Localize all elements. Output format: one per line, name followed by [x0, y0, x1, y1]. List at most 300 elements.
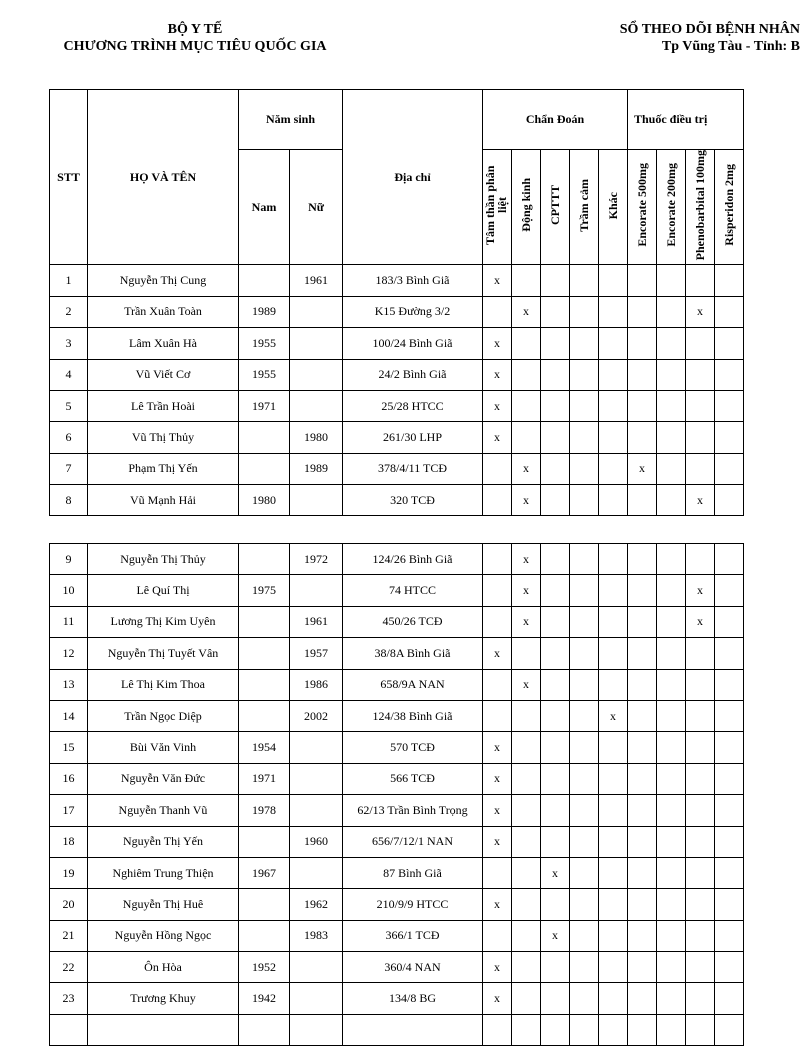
mark-cell: [599, 952, 628, 983]
mark-cell: [686, 1014, 715, 1045]
birth-year-male: [239, 638, 290, 669]
birth-year-male: 1942: [239, 983, 290, 1014]
mark-cell: [512, 732, 541, 763]
birth-year-male: [239, 453, 290, 484]
mark-cell: [541, 983, 570, 1014]
patient-address: 87 Bình Giã: [343, 857, 483, 888]
program-title: CHƯƠNG TRÌNH MỤC TIÊU QUỐC GIA: [63, 39, 327, 54]
mark-cell: [512, 265, 541, 296]
mark-cell: [541, 763, 570, 794]
mark-cell: [512, 920, 541, 951]
mark-cell: [657, 265, 686, 296]
mark-cell: [686, 390, 715, 421]
mark-cell: [570, 422, 599, 453]
mark-cell: [657, 544, 686, 575]
birth-year-male: [239, 669, 290, 700]
mark-cell: x: [483, 795, 512, 826]
col-header-birth-year: Năm sinh: [239, 90, 343, 150]
mark-cell: [657, 638, 686, 669]
mark-cell: [570, 390, 599, 421]
patient-address: 25/28 HTCC: [343, 390, 483, 421]
mark-cell: [715, 453, 744, 484]
mark-cell: [715, 889, 744, 920]
birth-year-female: 2002: [290, 700, 343, 731]
mark-cell: [570, 763, 599, 794]
mark-cell: [628, 857, 657, 888]
table-row: [50, 453, 744, 484]
mark-cell: [483, 485, 512, 516]
mark-cell: [541, 390, 570, 421]
mark-cell: [686, 889, 715, 920]
mark-cell: [657, 606, 686, 637]
birth-year-male: [239, 700, 290, 731]
col-header-dx-cpttt: CPTTT: [541, 150, 570, 265]
mark-cell: [715, 575, 744, 606]
birth-year-female: 1960: [290, 826, 343, 857]
mark-cell: [483, 857, 512, 888]
table-row: [50, 575, 744, 606]
mark-cell: [570, 795, 599, 826]
mark-cell: [599, 889, 628, 920]
birth-year-male: 1978: [239, 795, 290, 826]
mark-cell: [715, 422, 744, 453]
birth-year-female: [290, 485, 343, 516]
birth-year-female: [290, 575, 343, 606]
mark-cell: [483, 544, 512, 575]
mark-cell: [657, 889, 686, 920]
row-stt: 2: [50, 296, 88, 327]
mark-cell: [715, 826, 744, 857]
patient-address: 570 TCĐ: [343, 732, 483, 763]
birth-year-female: 1980: [290, 422, 343, 453]
mark-cell: [599, 826, 628, 857]
birth-year-female: [290, 359, 343, 390]
row-stt: [50, 1014, 88, 1045]
mark-cell: [686, 952, 715, 983]
mark-cell: [570, 265, 599, 296]
table-row: [50, 983, 744, 1014]
mark-cell: [715, 485, 744, 516]
birth-year-male: [239, 1014, 290, 1045]
mark-cell: [599, 606, 628, 637]
mark-cell: [715, 732, 744, 763]
birth-year-male: [239, 606, 290, 637]
mark-cell: [512, 328, 541, 359]
mark-cell: [570, 920, 599, 951]
mark-cell: x: [483, 889, 512, 920]
mark-cell: [715, 359, 744, 390]
mark-cell: [541, 795, 570, 826]
birth-year-male: 1975: [239, 575, 290, 606]
mark-cell: [686, 359, 715, 390]
table-row: [50, 857, 744, 888]
birth-year-female: [290, 1014, 343, 1045]
col-header-stt: STT: [50, 90, 88, 265]
row-stt: 7: [50, 453, 88, 484]
mark-cell: [686, 638, 715, 669]
row-stt: 17: [50, 795, 88, 826]
mark-cell: [541, 700, 570, 731]
table-row: [50, 1014, 744, 1045]
mark-cell: [657, 390, 686, 421]
table-row: [50, 920, 744, 951]
mark-cell: [541, 544, 570, 575]
patient-address: 24/2 Bình Giã: [343, 359, 483, 390]
patient-address: 74 HTCC: [343, 575, 483, 606]
patient-address: 261/30 LHP: [343, 422, 483, 453]
mark-cell: x: [483, 328, 512, 359]
patient-name: Nguyễn Thị Thủy: [88, 544, 239, 575]
table-row: [50, 606, 744, 637]
mark-cell: x: [512, 485, 541, 516]
mark-cell: [686, 795, 715, 826]
patient-address: 124/26 Bình Giã: [343, 544, 483, 575]
mark-cell: [512, 983, 541, 1014]
mark-cell: [599, 983, 628, 1014]
mark-cell: [686, 328, 715, 359]
patient-address: 450/26 TCĐ: [343, 606, 483, 637]
table-row: [50, 296, 744, 327]
mark-cell: [628, 390, 657, 421]
mark-cell: [512, 422, 541, 453]
mark-cell: [715, 1014, 744, 1045]
patient-address: 210/9/9 HTCC: [343, 889, 483, 920]
birth-year-male: [239, 544, 290, 575]
birth-year-female: [290, 952, 343, 983]
mark-cell: x: [599, 700, 628, 731]
mark-cell: [628, 952, 657, 983]
table-row: [50, 485, 744, 516]
col-header-dx-schizophrenia: Tâm thần phân liệt: [483, 150, 512, 265]
row-stt: 23: [50, 983, 88, 1014]
mark-cell: [686, 265, 715, 296]
patient-address: 658/9A NAN: [343, 669, 483, 700]
mark-cell: [628, 422, 657, 453]
birth-year-female: [290, 857, 343, 888]
row-stt: 12: [50, 638, 88, 669]
mark-cell: [628, 296, 657, 327]
mark-cell: [628, 265, 657, 296]
mark-cell: [686, 983, 715, 1014]
mark-cell: [599, 795, 628, 826]
patient-table-part2: [49, 543, 744, 1046]
mark-cell: [599, 544, 628, 575]
birth-year-female: [290, 328, 343, 359]
table-row: [50, 826, 744, 857]
birth-year-male: 1971: [239, 763, 290, 794]
mark-cell: [570, 826, 599, 857]
mark-cell: [599, 265, 628, 296]
birth-year-female: 1961: [290, 265, 343, 296]
birth-year-male: 1989: [239, 296, 290, 327]
mark-cell: [512, 889, 541, 920]
patient-name: Nguyễn Hồng Ngọc: [88, 920, 239, 951]
mark-cell: [686, 700, 715, 731]
patient-rows-part1: [50, 265, 744, 516]
table-row: [50, 422, 744, 453]
birth-year-female: 1961: [290, 606, 343, 637]
mark-cell: [541, 265, 570, 296]
mark-cell: [715, 763, 744, 794]
birth-year-male: 1955: [239, 359, 290, 390]
mark-cell: [657, 1014, 686, 1045]
mark-cell: [657, 453, 686, 484]
patient-name: Nguyễn Thị Cung: [88, 265, 239, 296]
patient-rows-part2: [50, 544, 744, 1046]
mark-cell: [628, 328, 657, 359]
mark-cell: [512, 1014, 541, 1045]
mark-cell: [657, 359, 686, 390]
patient-address: 62/13 Trần Bình Trọng: [343, 795, 483, 826]
patient-name: Nguyễn Thị Huê: [88, 889, 239, 920]
patient-address: 124/38 Bình Giã: [343, 700, 483, 731]
mark-cell: [541, 422, 570, 453]
patient-name: Bùi Văn Vinh: [88, 732, 239, 763]
mark-cell: x: [483, 732, 512, 763]
register-title: SỔ THEO DÕI BỆNH NHÂN: [619, 22, 800, 37]
birth-year-female: 1986: [290, 669, 343, 700]
mark-cell: [570, 1014, 599, 1045]
mark-cell: [512, 795, 541, 826]
birth-year-male: [239, 265, 290, 296]
mark-cell: [657, 763, 686, 794]
mark-cell: [657, 328, 686, 359]
mark-cell: [512, 857, 541, 888]
mark-cell: x: [512, 544, 541, 575]
col-header-name: HỌ VÀ TÊN: [88, 90, 239, 265]
mark-cell: [599, 638, 628, 669]
mark-cell: [599, 575, 628, 606]
row-stt: 8: [50, 485, 88, 516]
mark-cell: x: [512, 606, 541, 637]
mark-cell: x: [686, 485, 715, 516]
row-stt: 9: [50, 544, 88, 575]
mark-cell: x: [483, 952, 512, 983]
patient-name: Vũ Mạnh Hải: [88, 485, 239, 516]
mark-cell: [715, 983, 744, 1014]
row-stt: 3: [50, 328, 88, 359]
row-stt: 13: [50, 669, 88, 700]
mark-cell: [512, 952, 541, 983]
birth-year-female: [290, 296, 343, 327]
table-row: [50, 952, 744, 983]
row-stt: 15: [50, 732, 88, 763]
mark-cell: [599, 359, 628, 390]
mark-cell: [541, 952, 570, 983]
row-stt: 16: [50, 763, 88, 794]
table-row: [50, 265, 744, 296]
patient-address: 100/24 Bình Giã: [343, 328, 483, 359]
mark-cell: [541, 826, 570, 857]
mark-cell: [657, 920, 686, 951]
mark-cell: [483, 920, 512, 951]
col-header-dx-depression: Trầm cảm: [570, 150, 599, 265]
patient-name: Nguyễn Thị Yến: [88, 826, 239, 857]
row-stt: 11: [50, 606, 88, 637]
mark-cell: x: [483, 763, 512, 794]
mark-cell: x: [686, 575, 715, 606]
mark-cell: [541, 1014, 570, 1045]
col-header-dx-epilepsy: Động kinh: [512, 150, 541, 265]
mark-cell: [541, 485, 570, 516]
mark-cell: [570, 485, 599, 516]
mark-cell: x: [483, 638, 512, 669]
mark-cell: [628, 889, 657, 920]
mark-cell: [570, 575, 599, 606]
mark-cell: [570, 606, 599, 637]
birth-year-female: 1983: [290, 920, 343, 951]
patient-name: Trần Xuân Toàn: [88, 296, 239, 327]
mark-cell: [657, 669, 686, 700]
birth-year-female: [290, 763, 343, 794]
mark-cell: [628, 795, 657, 826]
mark-cell: [483, 669, 512, 700]
mark-cell: [686, 453, 715, 484]
mark-cell: [599, 920, 628, 951]
patient-address: 134/8 BG: [343, 983, 483, 1014]
patient-name: Nghiêm Trung Thiện: [88, 857, 239, 888]
mark-cell: x: [541, 920, 570, 951]
mark-cell: [686, 669, 715, 700]
row-stt: 5: [50, 390, 88, 421]
mark-cell: [657, 700, 686, 731]
mark-cell: [599, 669, 628, 700]
document-header-right: [540, 21, 800, 55]
mark-cell: x: [686, 606, 715, 637]
mark-cell: [657, 296, 686, 327]
patient-name: Lê Quí Thị: [88, 575, 239, 606]
mark-cell: [570, 638, 599, 669]
mark-cell: [686, 422, 715, 453]
mark-cell: [512, 359, 541, 390]
table-row: [50, 763, 744, 794]
patient-address: 38/8A Bình Giã: [343, 638, 483, 669]
location-title: Tp Vũng Tàu - Tỉnh: B: [661, 39, 800, 54]
mark-cell: [599, 857, 628, 888]
mark-cell: [657, 732, 686, 763]
birth-year-male: [239, 889, 290, 920]
table-row: [50, 669, 744, 700]
mark-cell: [570, 700, 599, 731]
table-row: [50, 544, 744, 575]
mark-cell: [715, 296, 744, 327]
table-row: [50, 795, 744, 826]
col-header-drugs: Thuốc điều trị: [628, 90, 744, 150]
patient-address: 183/3 Bình Giã: [343, 265, 483, 296]
mark-cell: [628, 826, 657, 857]
mark-cell: [599, 1014, 628, 1045]
mark-cell: [715, 544, 744, 575]
col-header-drug-encorate-500: Encorate 500mg: [628, 150, 657, 265]
mark-cell: [628, 575, 657, 606]
mark-cell: [715, 328, 744, 359]
mark-cell: [686, 544, 715, 575]
mark-cell: [570, 359, 599, 390]
birth-year-male: 1980: [239, 485, 290, 516]
patient-name: Nguyễn Thanh Vũ: [88, 795, 239, 826]
patient-address: 366/1 TCĐ: [343, 920, 483, 951]
birth-year-male: [239, 422, 290, 453]
mark-cell: [628, 485, 657, 516]
mark-cell: x: [512, 575, 541, 606]
mark-cell: [570, 889, 599, 920]
mark-cell: [657, 983, 686, 1014]
mark-cell: [686, 763, 715, 794]
patient-name: Phạm Thị Yến: [88, 453, 239, 484]
mark-cell: x: [512, 669, 541, 700]
mark-cell: [657, 795, 686, 826]
mark-cell: [686, 826, 715, 857]
patient-name: Ôn Hòa: [88, 952, 239, 983]
mark-cell: [541, 638, 570, 669]
patient-name: Trương Khuy: [88, 983, 239, 1014]
mark-cell: [512, 638, 541, 669]
mark-cell: [599, 485, 628, 516]
mark-cell: [541, 296, 570, 327]
mark-cell: [570, 857, 599, 888]
mark-cell: [541, 606, 570, 637]
patient-name: Lê Trần Hoài: [88, 390, 239, 421]
mark-cell: [628, 669, 657, 700]
col-header-diagnosis: Chẩn Đoán: [483, 90, 628, 150]
birth-year-female: [290, 732, 343, 763]
mark-cell: [715, 700, 744, 731]
patient-name: Trần Ngọc Diệp: [88, 700, 239, 731]
ministry-title: BỘ Y TẾ: [167, 22, 223, 37]
mark-cell: x: [686, 296, 715, 327]
mark-cell: [628, 1014, 657, 1045]
mark-cell: x: [483, 265, 512, 296]
mark-cell: [686, 920, 715, 951]
mark-cell: [541, 359, 570, 390]
patient-name: Lâm Xuân Hà: [88, 328, 239, 359]
patient-address: [343, 1014, 483, 1045]
birth-year-male: [239, 920, 290, 951]
mark-cell: [599, 328, 628, 359]
mark-cell: [483, 606, 512, 637]
mark-cell: [570, 732, 599, 763]
mark-cell: [483, 296, 512, 327]
mark-cell: [599, 453, 628, 484]
mark-cell: [686, 732, 715, 763]
mark-cell: [715, 857, 744, 888]
mark-cell: [628, 700, 657, 731]
table-row: [50, 638, 744, 669]
mark-cell: [512, 763, 541, 794]
mark-cell: x: [483, 359, 512, 390]
mark-cell: [541, 453, 570, 484]
patient-name: Lê Thị Kim Thoa: [88, 669, 239, 700]
mark-cell: [628, 638, 657, 669]
mark-cell: [715, 952, 744, 983]
mark-cell: [715, 265, 744, 296]
mark-cell: [599, 296, 628, 327]
mark-cell: [570, 296, 599, 327]
mark-cell: [570, 544, 599, 575]
patient-table-part1: [49, 89, 744, 516]
row-stt: 20: [50, 889, 88, 920]
mark-cell: [715, 606, 744, 637]
mark-cell: [686, 857, 715, 888]
table-row: [50, 328, 744, 359]
mark-cell: [599, 763, 628, 794]
birth-year-female: 1957: [290, 638, 343, 669]
mark-cell: [541, 669, 570, 700]
mark-cell: [541, 889, 570, 920]
birth-year-female: [290, 390, 343, 421]
document-header-left: [40, 21, 350, 55]
mark-cell: [715, 638, 744, 669]
